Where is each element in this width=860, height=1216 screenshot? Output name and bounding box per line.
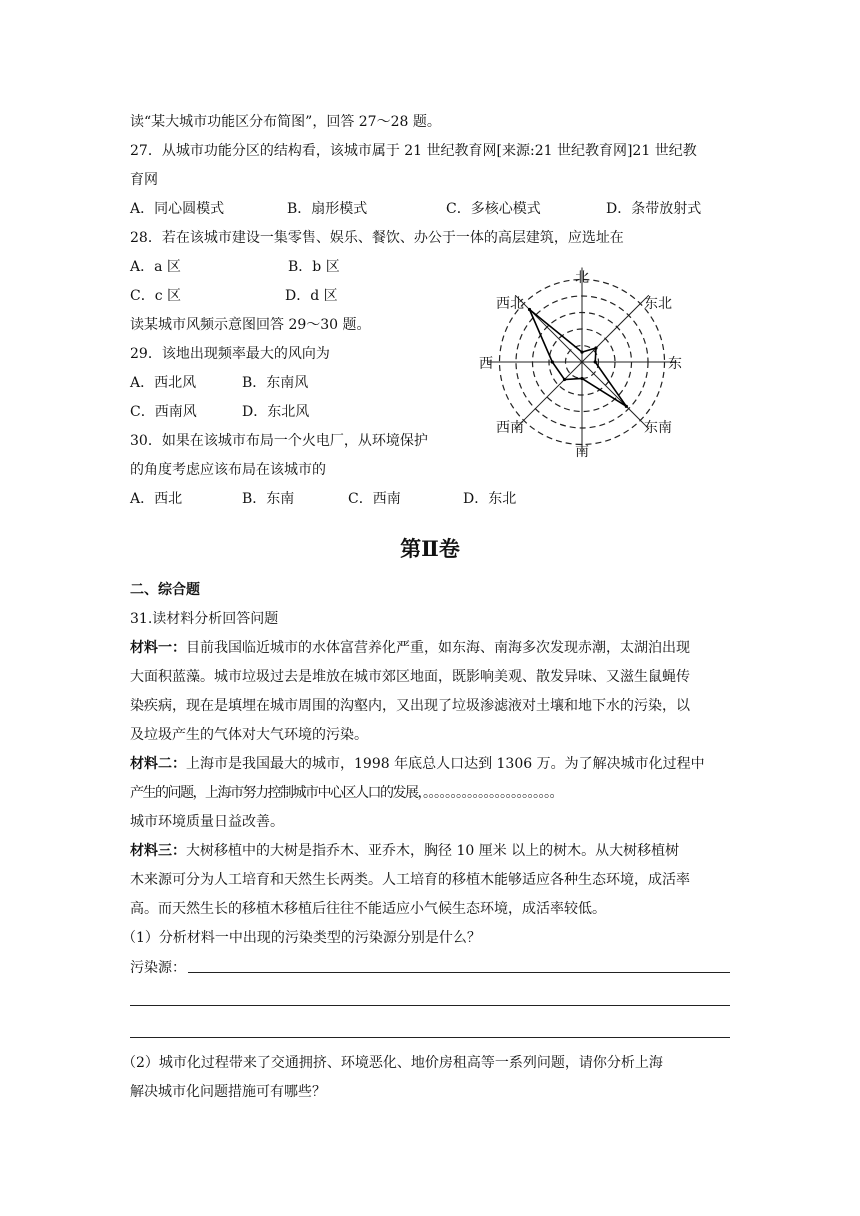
section-title: 二、综合题 [130,582,200,598]
frequency-point-7 [528,308,531,311]
answer-label-pollution-source: 污染源： [130,960,186,976]
intro-27-28: 读“某大城市功能区分布简图”，回答 27～28 题。 [130,114,441,130]
material-1-line-2: 大面积蓝藻。城市垃圾过去是堆放在城市郊区地面，既影响美观、散发异味、又滋生鼠蝇传 [130,669,690,685]
q30-option-c: C．西南 [348,491,401,507]
material-2-text: 上海市是我国最大的城市，1998 年底总人口达到 1306 万。为了解决城市化过程中 [186,756,705,772]
q29-option-c: C．西南风 [130,404,197,420]
intro-29-30: 读某城市风频示意图回答 29～30 题。 [130,317,371,333]
direction-label-5: 西南 [496,420,524,436]
q27-option-c: C．多核心模式 [446,201,541,217]
material-1-line-4: 及垃圾产生的气体对大气环境的污染。 [130,727,368,743]
answer-line-1[interactable] [188,972,730,973]
q27-option-b: B．扇形模式 [287,201,368,217]
q30-option-a: A．西北 [130,491,183,507]
material-3-label: 材料三： [130,843,186,859]
material-3-line-2: 木来源可分为人工培育和天然生长两类。人工培育的移植木能够适应各种生态环境，成活率 [130,872,690,888]
part2-title: 第Ⅱ卷 [400,536,460,561]
q27-option-a: A．同心圆模式 [130,201,225,217]
q28-stem: 28．若在该城市建设一集零售、娱乐、餐饮、办公于一体的高层建筑，应选址在 [130,230,624,246]
q30-stem: 30．如果在该城市布局一个火电厂，从环境保护 [130,433,428,449]
q30-option-d: D．东北 [463,491,517,507]
material-2-line-3: 城市环境质量日益改善。 [130,814,284,830]
material-1-line-3: 染疾病，现在是填埋在城市周围的沟壑内，又出现了垃圾渗滤液对土壤和地下水的污染，以 [130,698,690,714]
frequency-point-0 [580,351,583,354]
frequency-point-5 [563,378,566,381]
q29-stem: 29．该地出现频率最大的风向为 [130,346,330,362]
material-2-label: 材料二： [130,756,186,772]
direction-label-6: 西 [479,356,493,372]
frequency-point-4 [580,377,583,380]
direction-label-4: 南 [575,444,589,460]
direction-label-2: 东 [668,356,682,372]
direction-labels [479,270,682,460]
frequency-point-6 [551,360,554,363]
frequency-point-1 [594,346,597,349]
direction-label-0: 北 [575,270,589,286]
q29-option-b: B．东南风 [242,375,309,391]
q27-stem: 27．从城市功能分区的结构看，该城市属于 21 世纪教育网[来源:21 世纪教育网]21 世纪教 [130,143,697,159]
q31-stem: 31.读材料分析回答问题 [130,611,279,627]
q30-stem-cont: 的角度考虑应该布局在该城市的 [130,462,326,478]
direction-label-3: 东南 [644,420,672,436]
sub-question-1: （1）分析材料一中出现的污染类型的污染源分别是什么？ [122,930,481,946]
material-3-line-3: 高。而天然生长的移植木移植后往往不能适应小气候生态环境，成活率较低。 [130,901,606,917]
material-3-text: 大树移植中的大树是指乔木、亚乔木，胸径 10 厘米 以上的树木。从大树移植树 [186,843,680,859]
sub-question-2-line-1: （2）城市化过程带来了交通拥挤、环境恶化、地价房租高等一系列问题，请你分析上海 [122,1055,663,1071]
material-1-label: 材料一： [130,640,186,656]
q28-option-d: D．d 区 [285,288,338,304]
direction-label-1: 东北 [644,296,672,312]
material-2-line-1 [130,754,705,774]
q27-stem-cont: 育网 [130,172,158,188]
direction-label-7: 西北 [496,296,524,312]
material-3-line-1 [130,841,679,861]
q29-option-a: A．西北风 [130,375,197,391]
material-2-line-2: 产生的问题，上海市努力控制城市中心区人口的发展，。。。。。。。。。。。。。。。。。。。。。。。。 [130,785,562,801]
frequency-point-3 [625,405,628,408]
q28-option-c: C．c 区 [130,288,182,304]
wind-rose-diagram [470,262,700,462]
answer-line-3[interactable] [130,1037,730,1038]
q30-option-b: B．东南 [242,491,295,507]
frequency-point-2 [594,360,597,363]
answer-line-2[interactable] [130,1005,730,1006]
q27-option-d: D．条带放射式 [606,201,702,217]
sub-question-2-line-2: 解决城市化问题措施可有哪些？ [130,1084,326,1100]
material-1-text: 目前我国临近城市的水体富营养化严重，如东海、南海多次发现赤潮，太湖泊出现 [186,640,690,656]
material-1-line-1 [130,638,690,658]
q29-option-d: D．东北风 [242,404,310,420]
q28-option-a: A．a 区 [130,259,181,275]
q28-option-b: B．b 区 [288,259,340,275]
